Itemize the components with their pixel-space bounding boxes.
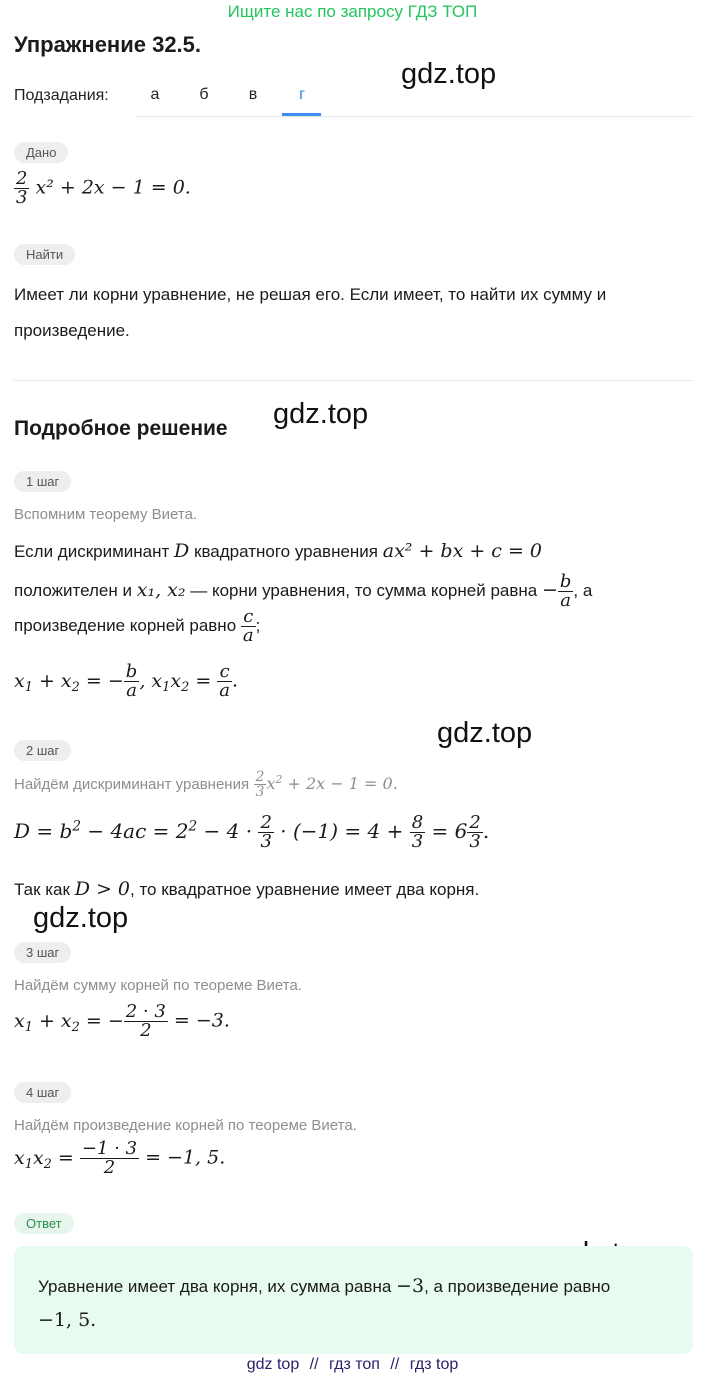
footer-links bbox=[0, 1356, 705, 1374]
footer-link[interactable]: gdz top bbox=[246, 1356, 300, 1373]
step-1-text: квадратного уравнения bbox=[194, 542, 379, 561]
step-3-formula: $x_1 + x_2$ = − $\frac{2 \cdot 3}{2}$ = −3. bbox=[14, 1001, 230, 1041]
watermark: gdz.top bbox=[437, 717, 533, 749]
answer-line-1 bbox=[38, 1268, 610, 1305]
answer-label bbox=[14, 1213, 74, 1234]
step-1-chip: 1 шаг bbox=[14, 471, 71, 492]
answer-chip: Ответ bbox=[14, 1213, 74, 1234]
step-1-note: Вспомним теорему Виета. bbox=[14, 506, 198, 523]
step-4-chip: 4 шаг bbox=[14, 1082, 71, 1103]
tab-v[interactable]: в bbox=[248, 86, 258, 103]
step-1-text: положителен и bbox=[14, 581, 132, 600]
step-2-note-line bbox=[14, 770, 398, 799]
step-2-conclusion bbox=[14, 871, 479, 908]
given-chip: Дано bbox=[14, 142, 68, 163]
subtask-tabs bbox=[135, 80, 692, 117]
given-equation bbox=[14, 170, 191, 207]
subtasks-label: Подзадания: bbox=[14, 87, 109, 104]
step-2-note: Найдём дискриминант уравнения bbox=[14, 776, 250, 793]
step-1-text: — корни уравнения, то сумма корней равна bbox=[190, 581, 538, 600]
given-equation-rest: x² + 2x − 1 = 0. bbox=[35, 176, 191, 199]
step-3-note: Найдём сумму корней по теореме Виета. bbox=[14, 977, 302, 994]
step-2-chip: 2 шаг bbox=[14, 740, 71, 761]
vieta-formula-sum: $x_1 + x_2$ = − bbox=[14, 669, 124, 695]
step-2-equation: $\frac{2}{3}$ $x^2 + 2x - 1 = 0$. bbox=[255, 769, 398, 800]
tab-a[interactable]: а bbox=[150, 86, 160, 103]
watermark: gdz.top bbox=[401, 58, 497, 90]
step-2-text: , то квадратное уравнение имеет два корня. bbox=[130, 880, 480, 899]
footer-link[interactable]: гдз top bbox=[409, 1356, 459, 1373]
step-2-formula: $D = b^2 - 4ac = 2^2 - 4$ · $\frac{2}{3}$ · (−1) = 4 + $\frac{8}{3}$ = 6 $\frac{2}{3}$ . bbox=[14, 812, 490, 852]
step-2 bbox=[14, 740, 71, 761]
roots-symbol: x₁, x₂ bbox=[136, 579, 186, 601]
watermark: gdz.top bbox=[273, 398, 369, 430]
answer-text: , а произведение равно bbox=[424, 1277, 611, 1296]
step-1-line-2: положителен и x₁, x₂ — корни уравнения, то сумма корней равна − $\frac{b}{a}$ , а bbox=[14, 571, 593, 612]
step-1-text: произведение корней равно bbox=[14, 616, 237, 635]
step-3 bbox=[14, 942, 71, 963]
find-text: Имеет ли корни уравнение, не решая его. Если имеет, то найти их сумму и произведение. bbox=[14, 285, 607, 340]
tab-b[interactable]: б bbox=[199, 86, 209, 103]
step-4 bbox=[14, 1082, 71, 1103]
step-1-line-3 bbox=[14, 608, 260, 645]
step-2-text: Так как bbox=[14, 880, 70, 899]
d-positive: D > 0 bbox=[74, 878, 131, 900]
given-fraction-numerator: 2 bbox=[16, 168, 28, 189]
step-1-text: ; bbox=[255, 616, 261, 635]
step-1-text: , а bbox=[573, 581, 593, 600]
step-4-formula: $x_1x_2$ = $\frac{-1 \cdot 3}{2}$ = −1, 5. bbox=[14, 1138, 226, 1178]
top-banner[interactable]: Ищите нас по запросу ГДЗ ТОП bbox=[227, 2, 478, 21]
solution-title: Подробное решение bbox=[14, 417, 228, 440]
given-fraction-denominator: 3 bbox=[16, 187, 28, 208]
answer-sum: −3 bbox=[396, 1275, 425, 1297]
find-section bbox=[14, 244, 75, 265]
step-1-text: Если дискриминант bbox=[14, 542, 170, 561]
active-tab-indicator bbox=[282, 113, 321, 116]
footer-link[interactable]: гдз топ bbox=[329, 1356, 380, 1373]
step-3-chip: 3 шаг bbox=[14, 942, 71, 963]
minus-b-over-a: $\frac{b}{a}$ bbox=[559, 571, 572, 612]
c-over-a: $\frac{c}{a}$ bbox=[242, 606, 254, 647]
given-section bbox=[14, 142, 68, 163]
step-1-line-1 bbox=[14, 533, 542, 570]
find-chip: Найти bbox=[14, 244, 75, 265]
footer-separator: // bbox=[390, 1356, 400, 1373]
watermark: gdz.top bbox=[33, 902, 129, 934]
step-4-note: Найдём произведение корней по теореме Виета. bbox=[14, 1117, 357, 1134]
answer-product: −1, 5. bbox=[38, 1309, 97, 1331]
page-title: Упражнение 32.5. bbox=[14, 32, 202, 57]
discriminant-symbol: D bbox=[174, 540, 190, 562]
divider bbox=[14, 380, 692, 381]
footer-separator: // bbox=[309, 1356, 319, 1373]
step-1 bbox=[14, 471, 71, 492]
answer-text: Уравнение имеет два корня, их сумма равна bbox=[38, 1277, 392, 1296]
quadratic-equation: ax² + bx + c = 0 bbox=[382, 540, 543, 562]
step-1-formula: $x_1 + x_2$ = − $\frac{b}{a}$ , $x_1x_2$ = $\frac{c}{a}$ . bbox=[14, 661, 239, 701]
tab-g[interactable]: г bbox=[299, 86, 305, 103]
